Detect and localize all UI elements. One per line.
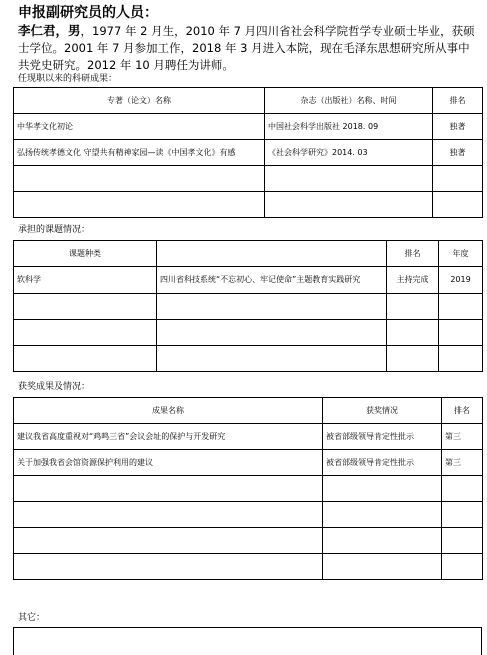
table-row — [14, 140, 483, 166]
awards-cell-title — [14, 554, 323, 580]
projects-cell-year — [439, 320, 483, 346]
awards-cell-rank: 第三 — [442, 424, 483, 450]
table-row — [14, 294, 483, 320]
research-header-rank: 排名 — [433, 88, 483, 114]
awards-cell-rank — [442, 502, 483, 528]
table-row — [14, 346, 483, 372]
projects-header-year: 年度 — [439, 241, 483, 267]
research-cell-journal — [265, 166, 433, 192]
projects-cell-year — [439, 294, 483, 320]
other-section-label: 其它： — [18, 613, 46, 623]
projects-table — [13, 240, 483, 372]
awards-cell-status — [323, 554, 442, 580]
awards-cell-title: 关于加强我省会馆资源保护利用的建议 — [14, 450, 323, 476]
awards-cell-title — [14, 528, 323, 554]
table-row — [14, 166, 483, 192]
applicant-intro — [18, 22, 480, 74]
projects-cell-title: 四川省科技系统“不忘初心、牢记使命”主题教育实践研究 — [157, 267, 387, 294]
projects-cell-title — [157, 294, 387, 320]
projects-cell-rank — [387, 346, 439, 372]
research-cell-title — [14, 166, 265, 192]
projects-header-title — [157, 241, 387, 267]
research-cell-title: 中华孝文化初论 — [14, 114, 265, 140]
table-row — [14, 114, 483, 140]
projects-cell-title — [157, 346, 387, 372]
projects-header-type: 课题种类 — [14, 241, 157, 267]
awards-cell-rank — [442, 528, 483, 554]
table-row — [14, 424, 483, 450]
awards-cell-status — [323, 502, 442, 528]
applicant-name: 李仁君，男 — [18, 23, 81, 38]
awards-cell-status — [323, 476, 442, 502]
table-row — [14, 528, 483, 554]
table-row — [14, 476, 483, 502]
awards-cell-status: 被省部级领导肯定性批示 — [323, 424, 442, 450]
applicant-bio: ，1977 年 2 月生，2010 年 7 月四川省社会科学院哲学专业硕士毕业，获硕士学位。2001 年 7 月参加工作，2018 年 3 月进入本院，现在毛泽东思想研究所从事中共党史研究。2012 年 10 月聘任为讲师。 — [18, 24, 475, 72]
projects-cell-type: 软科学 — [14, 267, 157, 294]
research-header-title: 专著（论文）名称 — [14, 88, 265, 114]
table-row — [14, 502, 483, 528]
research-table — [13, 87, 483, 218]
research-cell-title — [14, 192, 265, 218]
other-box — [13, 627, 482, 655]
awards-cell-title — [14, 476, 323, 502]
projects-cell-rank: 主持完成 — [387, 267, 439, 294]
projects-cell-rank — [387, 320, 439, 346]
awards-header-rank: 排名 — [442, 398, 483, 424]
table-row — [14, 192, 483, 218]
table-row — [14, 267, 483, 294]
projects-cell-type — [14, 346, 157, 372]
table-row — [14, 450, 483, 476]
awards-table — [13, 397, 483, 580]
research-cell-rank: 独著 — [433, 140, 483, 166]
projects-header-rank: 排名 — [387, 241, 439, 267]
projects-cell-year — [439, 346, 483, 372]
awards-section-label: 获奖成果及情况： — [18, 382, 91, 392]
awards-cell-rank — [442, 554, 483, 580]
research-cell-journal: 中国社会科学出版社 2018. 09 — [265, 114, 433, 140]
projects-section-label: 承担的课题情况： — [18, 225, 91, 235]
awards-cell-status — [323, 528, 442, 554]
research-cell-rank — [433, 166, 483, 192]
research-section-label: 任现职以来的科研成果： — [18, 74, 118, 84]
page-heading: 申报副研究员的人员： — [18, 5, 158, 21]
projects-cell-type — [14, 294, 157, 320]
awards-cell-title — [14, 502, 323, 528]
awards-cell-rank: 第三 — [442, 450, 483, 476]
projects-cell-title — [157, 320, 387, 346]
projects-cell-rank — [387, 294, 439, 320]
table-row — [14, 554, 483, 580]
projects-cell-year: 2019 — [439, 267, 483, 294]
awards-cell-status: 被省部级领导肯定性批示 — [323, 450, 442, 476]
research-cell-journal: 《社会科学研究》2014. 03 — [265, 140, 433, 166]
research-cell-rank: 独著 — [433, 114, 483, 140]
awards-header-title: 成果名称 — [14, 398, 323, 424]
research-cell-title: 弘扬传统孝德文化 守望共有精神家园—读《中国孝文化》有感 — [14, 140, 265, 166]
research-cell-rank — [433, 192, 483, 218]
awards-header-status: 获奖情况 — [323, 398, 442, 424]
research-header-journal: 杂志（出版社）名称、时间 — [265, 88, 433, 114]
awards-cell-rank — [442, 476, 483, 502]
research-cell-journal — [265, 192, 433, 218]
awards-cell-title: 建议我省高度重视对“鸡鸣三省”会议会址的保护与开发研究 — [14, 424, 323, 450]
table-row — [14, 320, 483, 346]
projects-cell-type — [14, 320, 157, 346]
